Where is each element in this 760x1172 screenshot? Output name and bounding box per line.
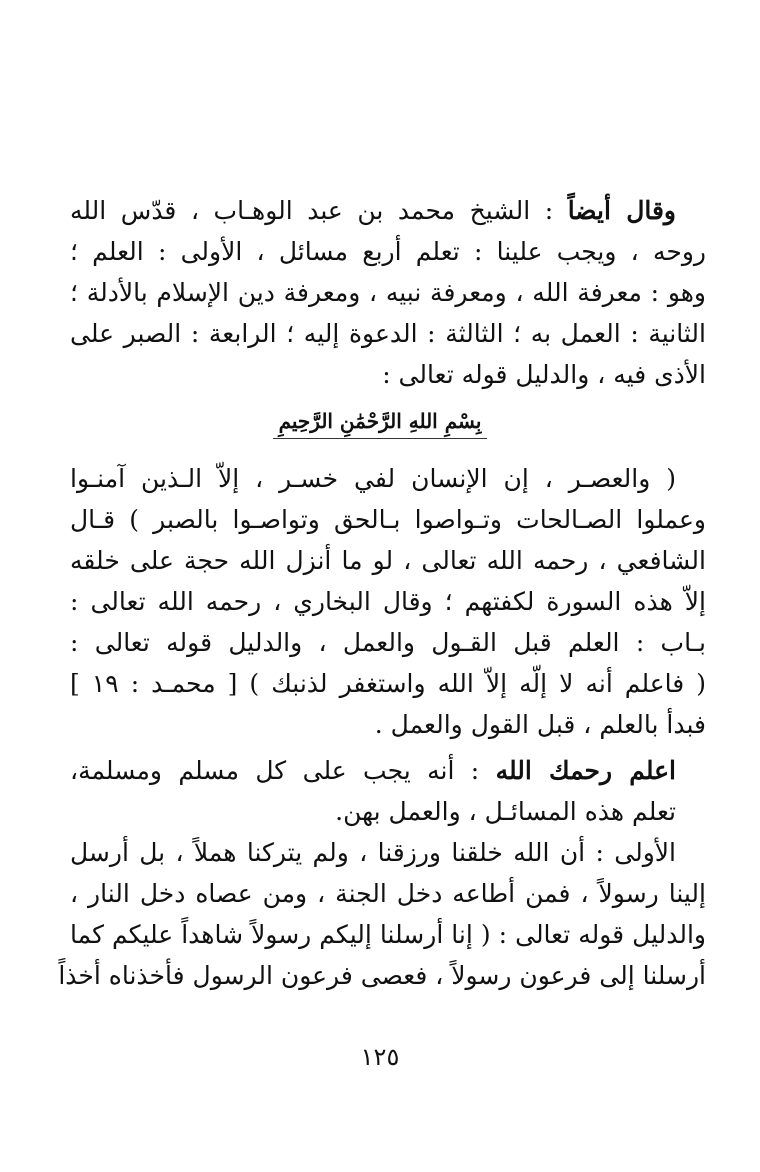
asr-line-1: ( والعصـر ، إن الإنسان لفي خسـر ، إلاّ الـذين آمنـوا [70, 464, 676, 493]
surah-asr-paragraph [70, 458, 706, 745]
first-line-4: أرسلنا إلى فرعون رسولاً ، فعصى فرعون الرسول فأخذناه أخذاً [58, 961, 706, 990]
asr-line-7: فبدأ بالعلم ، قبل القول والعمل . [374, 710, 706, 739]
asr-line-5: بـاب : العلم قبل القـول والعمل ، والدليل قوله تعالى : [70, 628, 706, 657]
first-line-1: الأولى : أن الله خلقنا ورزقنا ، ولم يتركنا هملاً ، بل أرسل [70, 838, 676, 867]
page-number: ١٢٥ [360, 1043, 400, 1071]
asr-line-2: وعملوا الصـالحات وتـواصوا بـالحق وتواصـوا بالصبر ) قـال [70, 505, 706, 534]
first-issue-paragraph [58, 832, 706, 996]
intro-line-3: وهو : معرفة الله ، ومعرفة نبيه ، ومعرفة دين الإسلام بالأدلة ؛ [70, 278, 706, 307]
intro-lead: وقال أيضاً [567, 196, 677, 225]
intro-line-2: روحه ، ويجب علينا : تعلم أربع مسائل ، الأولى : العلم ؛ [70, 237, 706, 266]
asr-line-3: الشافعي ، رحمه الله تعالى ، لو ما أنزل الله حجة على خلقه [70, 546, 706, 575]
know-line-1: اعلم رحمك الله : أنه يجب على كل مسلم ومسلمة، [70, 756, 677, 785]
asr-line-4: إلاّ هذه السورة لكفتهم ؛ وقال البخاري ، رحمه الله تعالى : [70, 587, 706, 616]
intro-paragraph [70, 190, 706, 395]
know-lead: اعلم رحمك الله [495, 756, 677, 785]
intro-line-5: الأذى فيه ، والدليل قوله تعالى : [382, 360, 706, 389]
asr-line-6: ( فاعلم أنه لا إلّه إلاّ الله واستغفر لذنبك ) [ محمـد : ١٩ ] [70, 669, 706, 698]
intro-line-4: الثانية : العمل به ؛ الثالثة : الدعوة إليه ؛ الرابعة : الصبر على [70, 319, 706, 348]
know-paragraph [70, 750, 706, 832]
intro-line-1: وقال أيضاً : الشيخ محمد بن عبد الوهـاب ، قدّس الله [70, 196, 677, 225]
basmala-heading: بِسْمِ اللهِ الرَّحْمَٰنِ الرَّحِيمِ [0, 406, 760, 439]
first-line-2: إلينا رسولاً ، فمن أطاعه دخل الجنة ، ومن عصاه دخل النار ، [70, 879, 706, 908]
first-line-3: والدليل قوله تعالى : ( إنا أرسلنا إليكم رسولاً شاهداً عليكم كما [70, 920, 706, 949]
know-line-2: تعلم هذه المسائـل ، والعمل بهن. [335, 797, 676, 826]
